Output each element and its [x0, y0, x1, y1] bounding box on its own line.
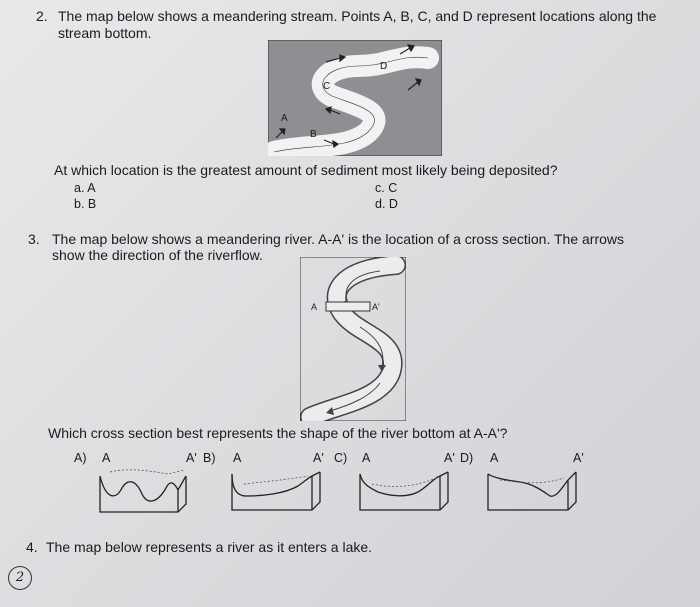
- q3-option-a-left: A: [102, 451, 111, 465]
- q3-option-b-right: A': [313, 451, 324, 465]
- q2-choice-d: d. D: [375, 197, 398, 211]
- q3-text-line1: The map below shows a meandering river. A-A' is the location of a cross section. The arrows: [52, 231, 625, 247]
- q3-option-d-letter: D): [460, 451, 474, 465]
- q2-map-label-c: C: [323, 81, 331, 92]
- q3-cross-section-a: [96, 466, 196, 518]
- q3-option-b-left: A: [233, 451, 242, 465]
- q2-stream-map: [268, 40, 442, 156]
- q3-option-a-right: A': [186, 451, 197, 465]
- q2-choice-c: c. C: [375, 181, 398, 195]
- q3-map-label-right: A': [372, 302, 380, 312]
- q3-cross-section-d: [484, 466, 584, 518]
- q3-option-c-right: A': [444, 451, 455, 465]
- q3-cross-section-c: [356, 466, 456, 518]
- q2-map-label-b: B: [310, 129, 317, 140]
- q4-number: 4.: [26, 539, 38, 555]
- q3-cross-section-b: [228, 466, 328, 518]
- q3-number: 3.: [28, 231, 40, 247]
- q3-option-c-letter: C): [334, 451, 348, 465]
- q3-river-map: [300, 257, 406, 421]
- q3-option-a-letter: A): [74, 451, 87, 465]
- q3-option-d-left: A: [490, 451, 499, 465]
- q3-text-line2: show the direction of the riverflow.: [52, 247, 263, 263]
- q4-text: The map below represents a river as it enters a lake.: [46, 539, 373, 555]
- q3-map-label-left: A: [311, 302, 318, 312]
- q3-prompt: Which cross section best represents the shape of the river bottom at A-A'?: [48, 425, 508, 441]
- q2-map-label-d: D: [380, 61, 388, 72]
- q2-prompt: At which location is the greatest amount of sediment most likely being deposited?: [54, 162, 558, 178]
- page-number-mark: 2: [8, 566, 32, 590]
- q2-choice-b: b. B: [74, 197, 97, 211]
- q3-option-b-letter: B): [203, 451, 216, 465]
- q3-option-d-right: A': [573, 451, 584, 465]
- q2-number: 2.: [36, 8, 48, 24]
- q2-text-line2: stream bottom.: [58, 25, 152, 41]
- q3-option-c-left: A: [362, 451, 371, 465]
- q2-text-line1: The map below shows a meandering stream. Points A, B, C, and D represent locations along the: [58, 8, 657, 24]
- q2-choice-a: a. A: [74, 181, 96, 195]
- q2-map-label-a: A: [281, 113, 288, 124]
